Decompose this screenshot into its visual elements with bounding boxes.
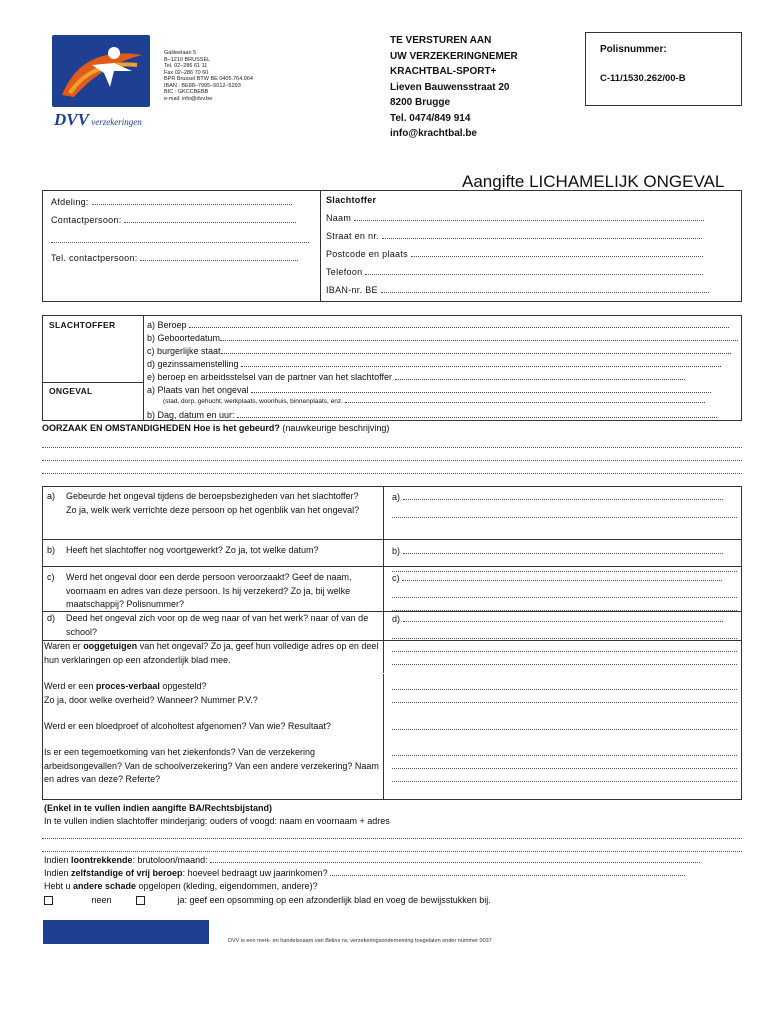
footer-bar bbox=[43, 920, 209, 944]
send-to-address: TE VERSTUREN AAN UW VERZEKERINGNEMER KRACHTBAL-SPORT+ Lieven Bauwensstraat 20 8200 Brugge Tel. 0474/849 914 info@krachtbal.be bbox=[390, 35, 518, 139]
answer-ooggetuigen[interactable] bbox=[392, 642, 737, 668]
geboortedatum-field[interactable]: b) Geboortedatum bbox=[147, 332, 739, 344]
page-title: Aangifte LICHAMELIJK ONGEVAL bbox=[462, 172, 725, 191]
oorzaak-lines[interactable] bbox=[42, 438, 742, 477]
qb-letter: b) bbox=[47, 545, 56, 555]
burgerlijke-staat-field[interactable]: c) burgerlijke staat bbox=[147, 345, 739, 357]
victim-naam-field[interactable]: Naam bbox=[326, 213, 736, 223]
plaats-hint: (stad, dorp, gehucht, werkplaats, woonhuis, binnenplaats, enz. bbox=[163, 397, 739, 409]
victim-iban-field[interactable]: IBAN-nr. BE bbox=[326, 285, 736, 295]
checkbox-ja[interactable] bbox=[136, 896, 145, 905]
dvv-wordmark: DVV verzekeringen bbox=[54, 110, 142, 129]
victim-accident-box bbox=[42, 315, 742, 421]
qa-letter: a) bbox=[47, 491, 56, 501]
ba-header: (Enkel in te vullen indien aangifte BA/Rechtsbijstand) bbox=[44, 803, 273, 813]
gezinssamenstelling-field[interactable]: d) gezinssamenstelling bbox=[147, 358, 739, 370]
question-b: Heeft het slachtoffer nog voortgewerkt? Zo ja, tot welke datum? bbox=[66, 545, 319, 555]
question-ziekenfonds: Is er een tegemoetkoming van het ziekenfonds? Van de verzekering arbeidsongevallen? Van de schoolverzekering? Van een andere verzekering? Naam en adres van deze? Referte? bbox=[44, 747, 379, 784]
qc-letter: c) bbox=[47, 572, 55, 582]
policy-value: C-11/1530.262/00-B bbox=[600, 73, 686, 84]
victim-telefoon-field[interactable]: Telefoon bbox=[326, 267, 736, 277]
minor-parents-label: In te vullen indien slachtoffer minderjarig: ouders of voogd: naam en voornaam + adres bbox=[44, 816, 390, 826]
slachtoffer-label: SLACHTOFFER bbox=[49, 320, 116, 330]
insurer-address: Galileelaan 5 B–1210 BRUSSEL Tel. 02–286 61 11 Fax 02–286 70 60 BPR Brussel BTW BE 0405.764.064 IBAN : BE88–7995–5012–5293 BIC : GKCCBEBB e-mail: info@dvv.be bbox=[164, 50, 253, 102]
oorzaak-heading: OORZAAK EN OMSTANDIGHEDEN Hoe is het gebeurd? (nauwkeurige beschrijving) bbox=[42, 423, 390, 433]
victim-straat-field[interactable]: Straat en nr. bbox=[326, 231, 736, 241]
question-c: Werd het ongeval door een derde persoon veroorzaakt? Geef de naam, voornaam en adres van deze persoon. Is hij verzekerd? Zo ja, bij welke maatschappij? Polisnummer? bbox=[66, 572, 352, 609]
contactpersoon-field[interactable]: Contactpersoon: bbox=[51, 215, 311, 225]
answer-proces-verbaal[interactable] bbox=[392, 680, 737, 706]
andere-schade-question: Hebt u andere schade opgelopen (kleding, eigendommen, andere)? bbox=[44, 881, 318, 891]
checkbox-neen[interactable] bbox=[44, 896, 53, 905]
question-ooggetuigen: Waren er ooggetuigen van het ongeval? Zo ja, geef hun volledige adres op en deel hun verklaringen op een afzonderlijk blad mee. bbox=[44, 641, 379, 665]
question-proces-verbaal: Werd er een proces-verbaal opgesteld? Zo ja, door welke overheid? Wanneer? Nummer P.V.? bbox=[44, 681, 258, 705]
contactpersoon-extra-line[interactable] bbox=[51, 235, 311, 245]
answer-alcoholtest[interactable] bbox=[392, 720, 737, 733]
victim-header: Slachtoffer bbox=[326, 195, 377, 205]
question-alcoholtest: Werd er een bloedproef of alcoholtest afgenomen? Van wie? Resultaat? bbox=[44, 721, 331, 731]
zelfstandige-field[interactable]: Indien zelfstandige of vrij beroep: hoeveel bedraagt uw jaarinkomen? bbox=[44, 868, 742, 878]
plaats-ongeval-field[interactable]: a) Plaats van het ongeval bbox=[147, 384, 739, 396]
victim-postcode-field[interactable]: Postcode en plaats bbox=[326, 249, 736, 259]
answer-d[interactable]: d) bbox=[392, 613, 737, 642]
ongeval-label: ONGEVAL bbox=[49, 386, 93, 396]
loontrekkende-field[interactable]: Indien loontrekkende: brutoloon/maand: bbox=[44, 855, 742, 865]
question-a: Gebeurde het ongeval tijdens de beroepsbezigheden van het slachtoffer? Zo ja, welk werk verrichte deze persoon op het ogenblik van het ongeval? bbox=[66, 491, 360, 515]
schade-ja-option[interactable]: ja: geef een opsomming op een afzonderlijk blad en voeg de bewijsstukken bij. bbox=[136, 895, 491, 905]
policy-label: Polisnummer: bbox=[600, 44, 667, 55]
question-d: Deed het ongeval zich voor op de weg naar of van het werk? naar of van de school? bbox=[66, 613, 369, 637]
schade-neen-option[interactable]: neen bbox=[44, 895, 112, 905]
answer-c[interactable]: c) bbox=[392, 572, 737, 614]
answer-a[interactable]: a) bbox=[392, 491, 737, 521]
dvv-logo-emblem bbox=[52, 35, 150, 107]
dag-datum-uur-field[interactable]: b) Dag, datum en uur: bbox=[147, 409, 739, 421]
partner-beroep-field[interactable]: e) beroep en arbeidsstelsel van de partner van het slachtoffer bbox=[147, 371, 739, 383]
beroep-field[interactable]: a) Beroep bbox=[147, 319, 739, 331]
qd-letter: d) bbox=[47, 613, 56, 623]
afdeling-field[interactable]: Afdeling: bbox=[51, 197, 311, 207]
policy-number-box bbox=[585, 32, 742, 106]
minor-parents-lines[interactable] bbox=[42, 829, 742, 855]
contact-victim-box bbox=[42, 190, 742, 302]
answer-b[interactable]: b) bbox=[392, 545, 737, 575]
footer-text: DVV is een merk- en handelsnaam van Belins nv, verzekeringsonderneming toegelaten onder nummer 0037 bbox=[228, 938, 492, 944]
answer-ziekenfonds[interactable] bbox=[392, 746, 737, 785]
tel-contact-field[interactable]: Tel. contactpersoon: bbox=[51, 253, 311, 263]
